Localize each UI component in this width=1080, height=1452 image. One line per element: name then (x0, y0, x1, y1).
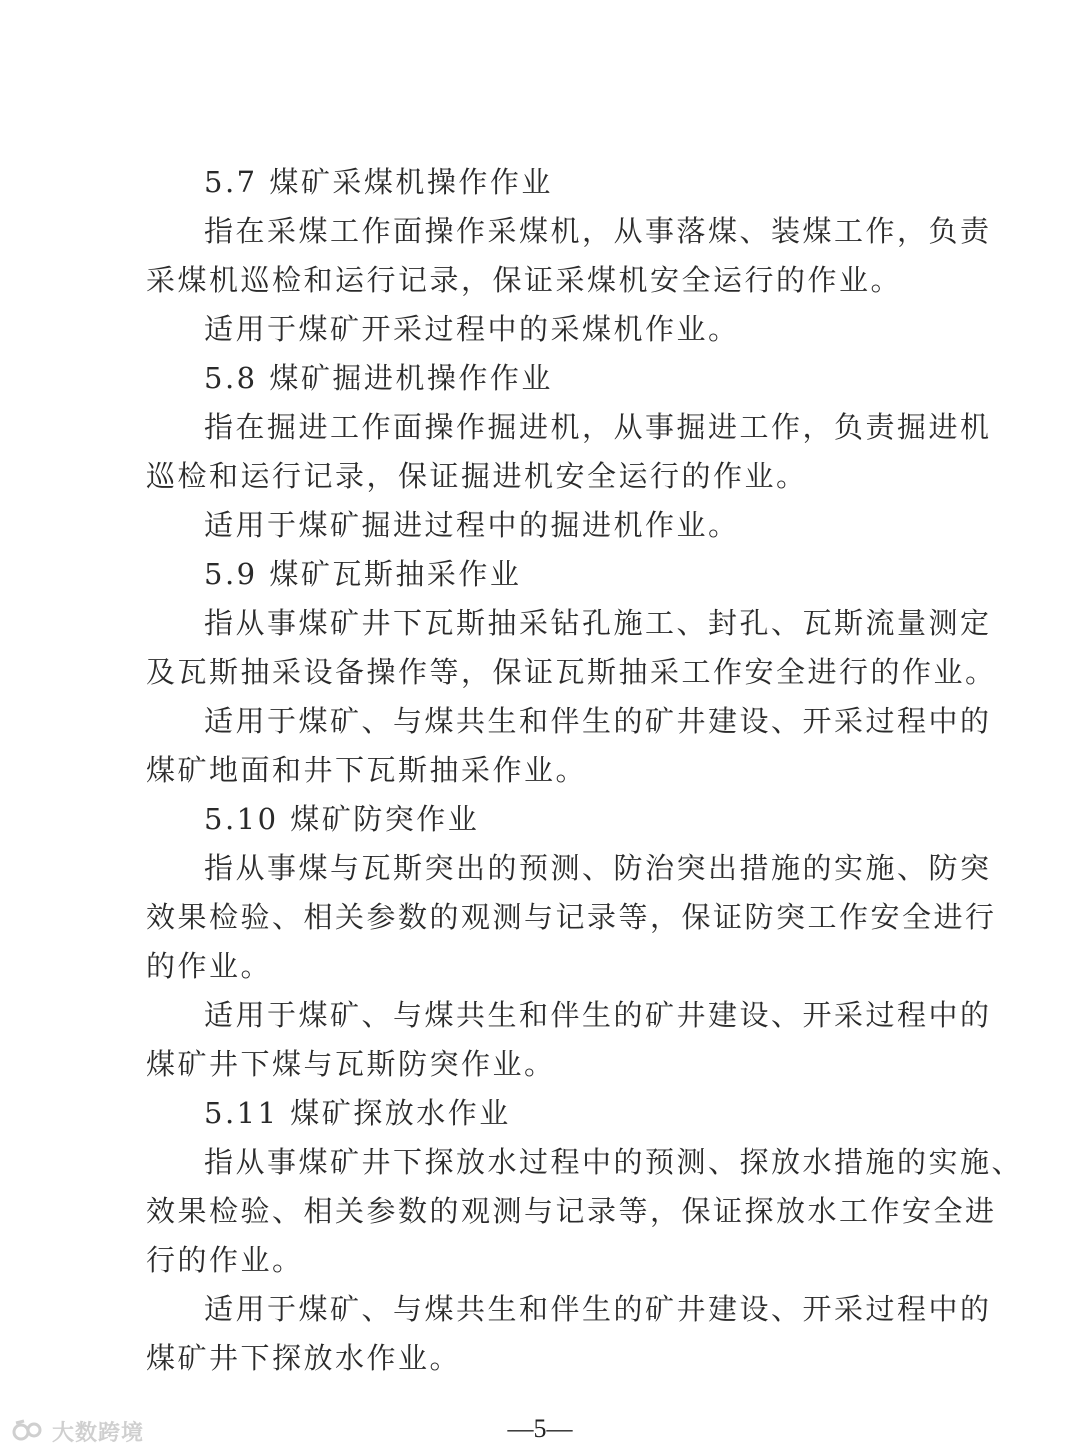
paragraph-line: 指在采煤工作面操作采煤机，从事落煤、装煤工作，负责 (204, 214, 992, 248)
paragraph-line: 适用于煤矿、与煤共生和伴生的矿井建设、开采过程中的 (204, 704, 992, 738)
paragraph-line: 巡检和运行记录，保证掘进机安全运行的作业。 (146, 459, 808, 493)
paragraph-line: 煤矿地面和井下瓦斯抽采作业。 (146, 753, 588, 787)
paragraph-line: 适用于煤矿、与煤共生和伴生的矿井建设、开采过程中的 (204, 998, 992, 1032)
paragraph-line: 采煤机巡检和运行记录，保证采煤机安全运行的作业。 (146, 263, 903, 297)
paragraph-line: 指在掘进工作面操作掘进机，从事掘进工作，负责掘进机 (204, 410, 992, 444)
paragraph-line: 适用于煤矿、与煤共生和伴生的矿井建设、开采过程中的 (204, 1292, 992, 1326)
paragraph-line: 指从事煤与瓦斯突出的预测、防治突出措施的实施、防突 (204, 851, 992, 885)
paragraph-line: 指从事煤矿井下探放水过程中的预测、探放水措施的实施、 (204, 1145, 1024, 1179)
paragraph-line: 行的作业。 (146, 1243, 304, 1277)
section-heading-5-9: 5.9 煤矿瓦斯抽采作业 (204, 557, 522, 591)
section-heading-5-7: 5.7 煤矿采煤机操作作业 (204, 165, 553, 199)
paragraph-line: 效果检验、相关参数的观测与记录等，保证探放水工作安全进 (146, 1194, 997, 1228)
paragraph-line: 的作业。 (146, 949, 273, 983)
section-heading-5-11: 5.11 煤矿探放水作业 (204, 1096, 511, 1130)
watermark (12, 1416, 144, 1447)
paragraph-line: 煤矿井下探放水作业。 (146, 1341, 462, 1375)
paragraph-line: 煤矿井下煤与瓦斯防突作业。 (146, 1047, 556, 1081)
section-heading-5-10: 5.10 煤矿防突作业 (204, 802, 480, 836)
section-heading-5-8: 5.8 煤矿掘进机操作作业 (204, 361, 553, 395)
page-number: —5— (507, 1414, 573, 1443)
paragraph-line: 及瓦斯抽采设备操作等，保证瓦斯抽采工作安全进行的作业。 (146, 655, 997, 689)
paragraph-line: 适用于煤矿开采过程中的采煤机作业。 (204, 312, 740, 346)
watermark-text: 大数跨境 (52, 1421, 145, 1446)
paragraph-line: 适用于煤矿掘进过程中的掘进机作业。 (204, 508, 740, 542)
watermark-logo-icon (12, 1419, 46, 1445)
paragraph-line: 指从事煤矿井下瓦斯抽采钻孔施工、封孔、瓦斯流量测定 (204, 606, 992, 640)
paragraph-line: 效果检验、相关参数的观测与记录等，保证防突工作安全进行 (146, 900, 997, 934)
